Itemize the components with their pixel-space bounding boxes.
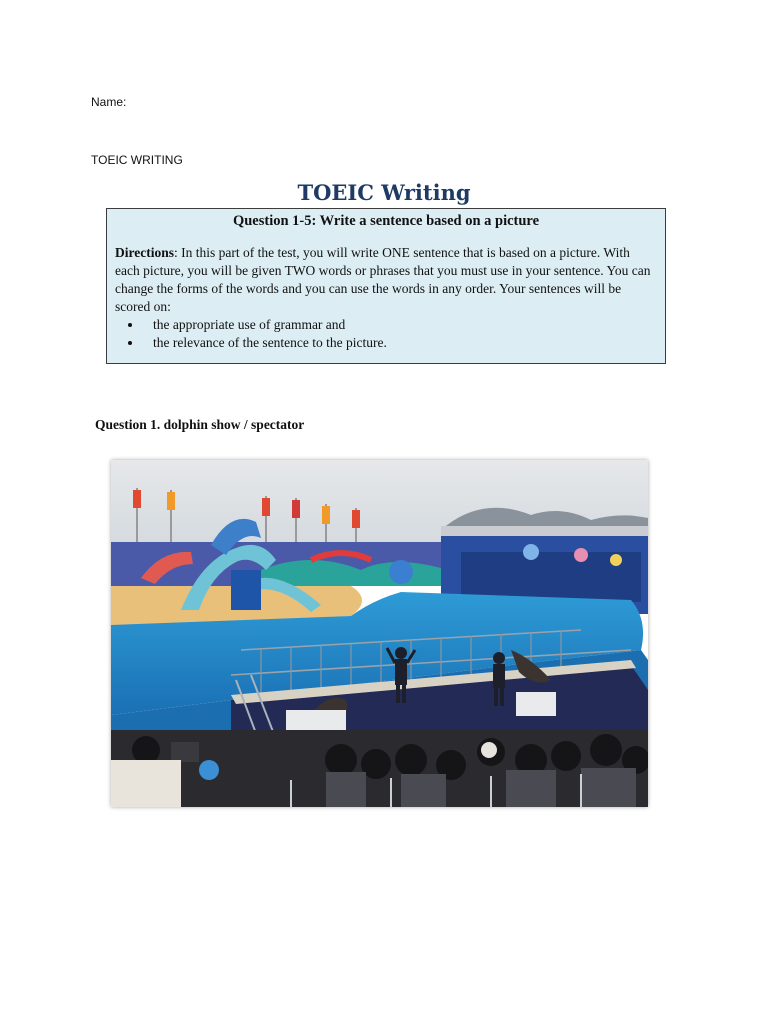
question-range-title: Question 1-5: Write a sentence based on a picture [232, 213, 540, 229]
dolphin-show-illustration [111, 460, 648, 807]
question-label: Question 1. dolphin show / spectator [95, 417, 305, 432]
criteria-list [115, 316, 657, 352]
directions-paragraph [115, 244, 657, 352]
directions-text: : In this part of the test, you will write ONE sentence that is based on a picture. With each picture, you will be given TWO words or phrases that you must use in your sentence. You can change the forms of the words and you can use the words in any order. Your sentences will be scored on: [115, 245, 651, 314]
criteria-item: • the appropriate use of grammar and [143, 316, 657, 334]
dolphin-show-photo [111, 460, 648, 807]
directions-box [106, 208, 666, 364]
directions-label: Directions [115, 245, 174, 260]
subject-label: TOEIC WRITING [91, 153, 183, 167]
name-label: Name: [91, 95, 127, 109]
criteria-item: • the relevance of the sentence to the picture. [143, 334, 657, 352]
page-title: TOEIC Writing [297, 180, 471, 205]
